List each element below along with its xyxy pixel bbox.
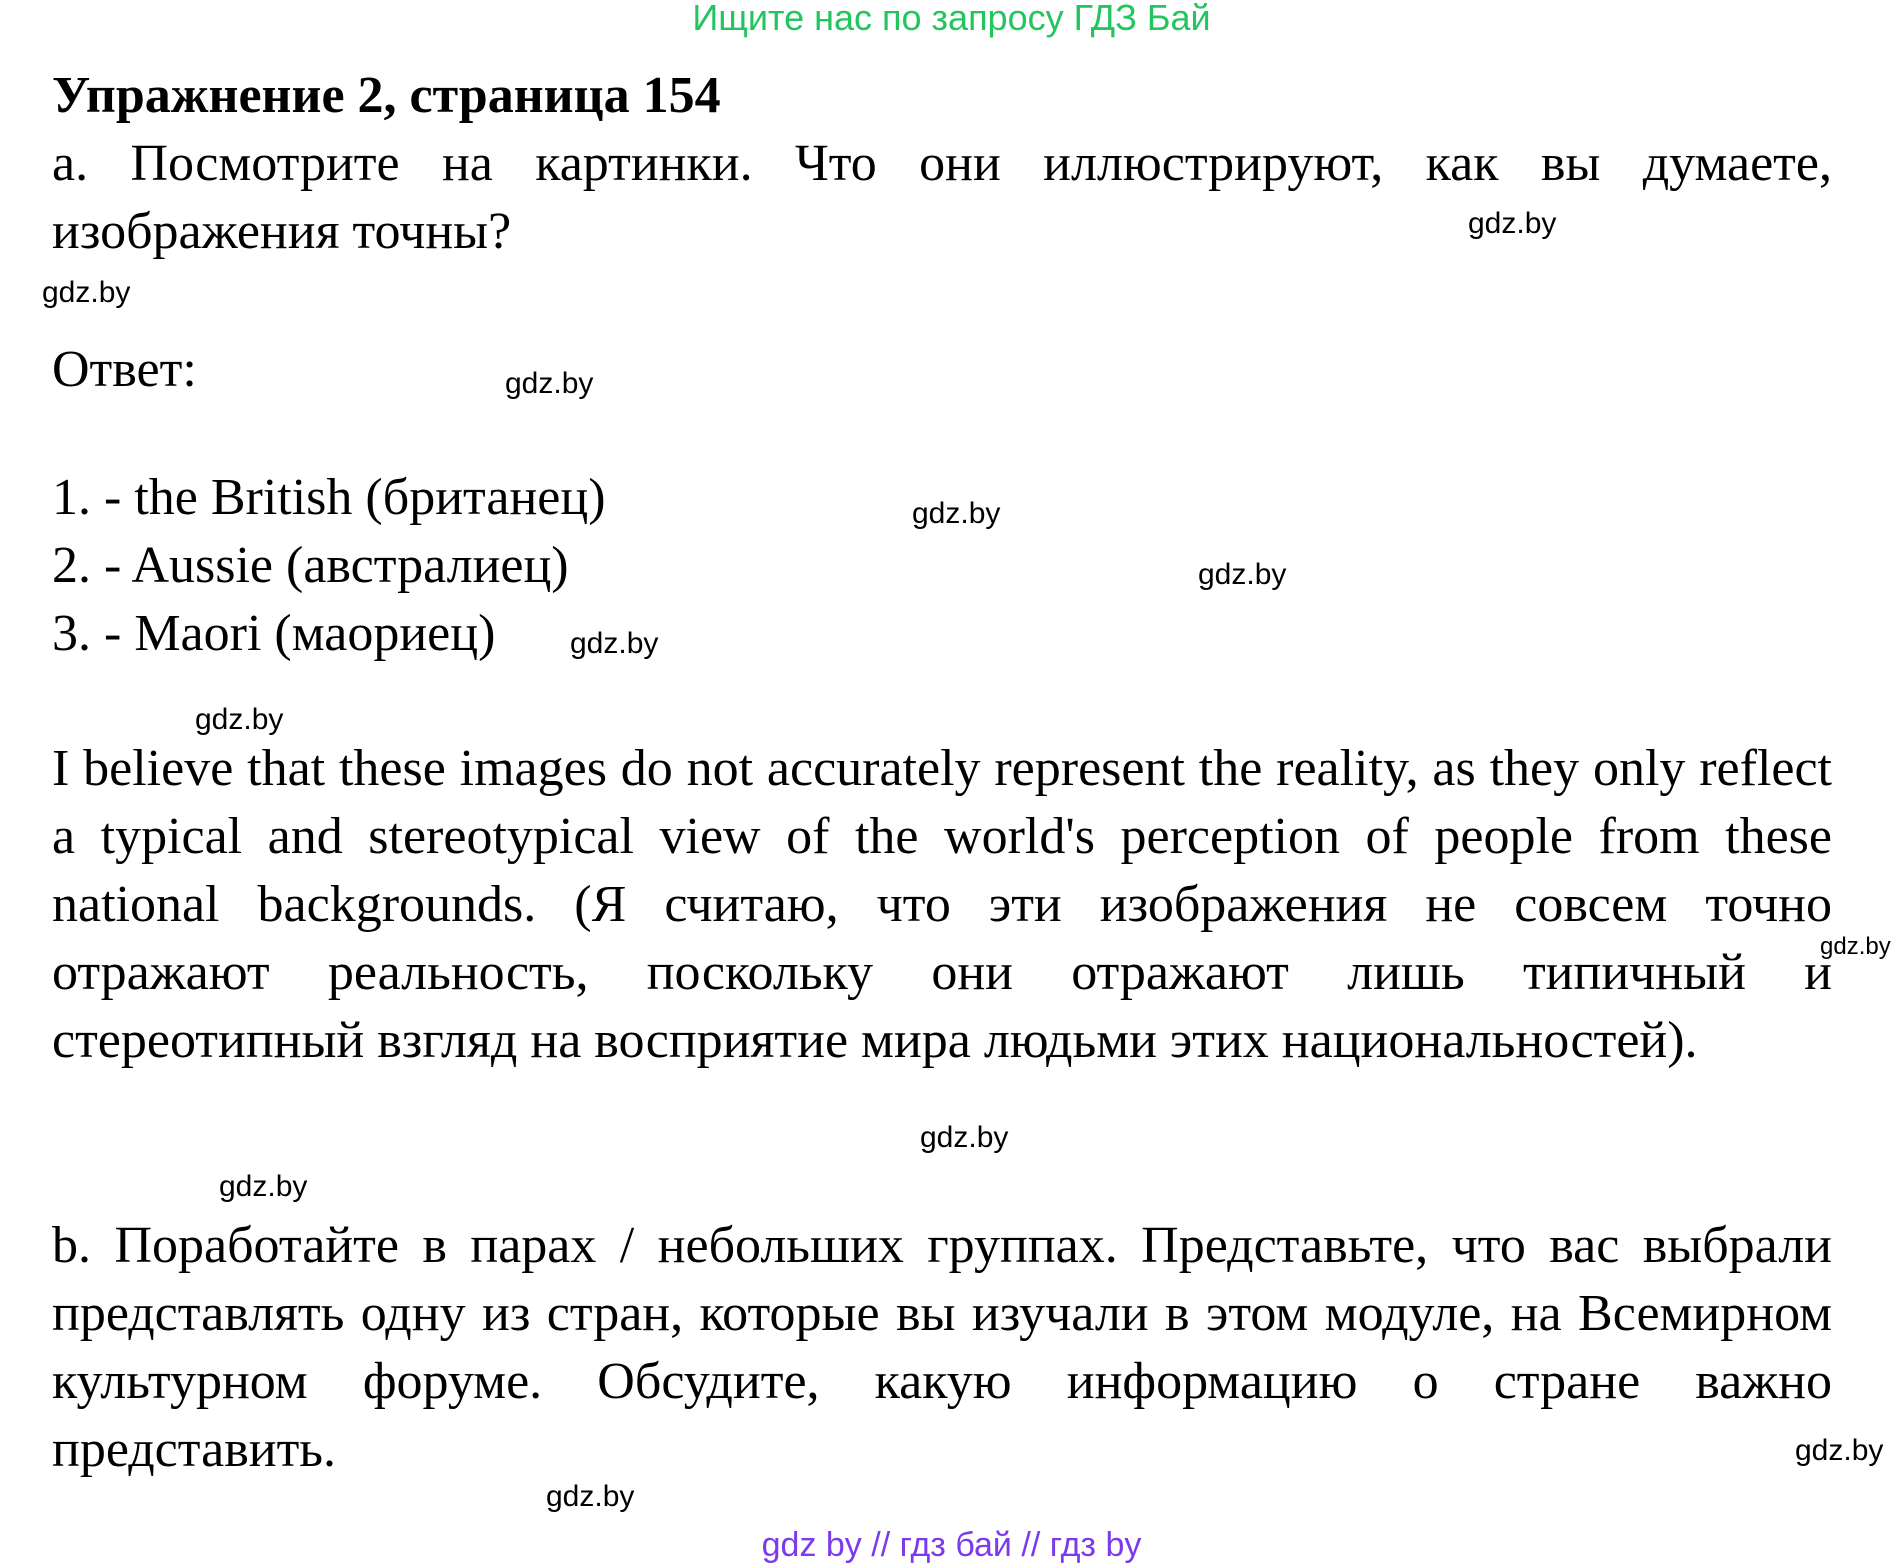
watermark: gdz.by xyxy=(912,497,1001,530)
answer-label: Ответ: xyxy=(52,341,197,398)
footer-links: gdz by // гдз бай // гдз by xyxy=(761,1526,1142,1564)
top-banner: Ищите нас по запросу ГДЗ Бай xyxy=(692,0,1211,38)
answer-item-2: 2. - Aussie (австралиец) xyxy=(52,537,569,594)
watermark: gdz.by xyxy=(195,703,284,736)
watermark: gdz.by xyxy=(1795,1434,1884,1467)
watermark: gdz.by xyxy=(1198,558,1287,591)
watermark: gdz.by xyxy=(42,276,131,309)
watermark: gdz.by xyxy=(570,627,659,660)
task-a-text: a. Посмотрите на картинки. Что они иллюстрируют, как вы думаете, изображения точны? xyxy=(52,135,1832,260)
watermark: gdz.by xyxy=(1468,207,1557,240)
answer-item-3: 3. - Maori (маориец) xyxy=(52,605,496,662)
watermark: gdz.by xyxy=(546,1480,635,1513)
task-b-text: b. Поработайте в парах / небольших группах. Представьте, что вас выбрали представлять одну из стран, которые вы изучали в этом модуле, на Всемирном культурном форуме. Обсудите, какую информацию о стране важно представить. xyxy=(52,1217,1832,1478)
answer-paragraph: I believe that these images do not accurately represent the reality, as they only reflect a typical and stereotypical view of the world's perception of people from these national backgrounds. (Я считаю, что эти изображения не совсем точно отражают реальность, поскольку они отражают лишь типичный и стереотипный взгляд на восприятие мира людьми этих национальностей). xyxy=(52,740,1832,1069)
watermark: gdz.by xyxy=(219,1170,308,1203)
watermark: gdz.by xyxy=(1820,933,1891,960)
watermark: gdz.by xyxy=(505,367,594,400)
watermark: gdz.by xyxy=(920,1121,1009,1154)
answer-item-1: 1. - the British (британец) xyxy=(52,469,606,526)
exercise-title: Упражнение 2, страница 154 xyxy=(52,67,721,124)
